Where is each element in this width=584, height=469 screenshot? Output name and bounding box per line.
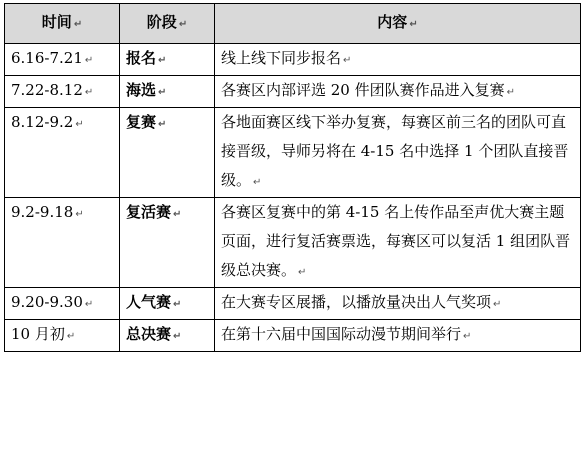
paragraph-mark-icon: ↵ [343, 55, 352, 66]
stage-text: 复活赛 [126, 203, 172, 221]
cell-stage [120, 320, 215, 352]
table-row [5, 108, 581, 198]
stage-text: 总决赛 [126, 325, 172, 343]
cell-content [215, 108, 581, 198]
paragraph-mark-icon: ↵ [178, 19, 188, 30]
stage-text: 海选 [126, 81, 157, 99]
time-text: 10 月初 [11, 325, 65, 343]
time-text: 9.20-9.30 [11, 293, 83, 311]
cell-content [215, 288, 581, 320]
time-text: 9.2-9.18 [11, 203, 74, 221]
paragraph-mark-icon: ↵ [173, 299, 182, 310]
time-text: 7.22-8.12 [11, 81, 83, 99]
cell-content [215, 320, 581, 352]
header-content [215, 4, 581, 44]
header-stage-label: 阶段 [146, 13, 177, 31]
paragraph-mark-icon: ↵ [75, 209, 84, 220]
header-time [5, 4, 120, 44]
cell-content [215, 198, 581, 288]
paragraph-mark-icon: ↵ [173, 209, 182, 220]
cell-stage [120, 288, 215, 320]
paragraph-mark-icon: ↵ [298, 267, 307, 278]
paragraph-mark-icon: ↵ [66, 331, 76, 342]
cell-time [5, 198, 120, 288]
cell-stage [120, 198, 215, 288]
paragraph-mark-icon: ↵ [84, 87, 94, 98]
paragraph-mark-icon: ↵ [158, 119, 167, 130]
content-text: 各赛区复赛中的第 4-15 名上传作品至声优大赛主题页面，进行复活赛票选，每赛区可以复活 1 组团队晋级总决赛。 [221, 203, 571, 279]
paragraph-mark-icon: ↵ [158, 55, 167, 66]
paragraph-mark-icon: ↵ [409, 19, 418, 30]
paragraph-mark-icon: ↵ [253, 177, 262, 188]
paragraph-mark-icon: ↵ [173, 331, 182, 342]
time-text: 8.12-9.2 [11, 113, 74, 131]
cell-time [5, 44, 120, 76]
cell-time [5, 108, 120, 198]
table-row [5, 198, 581, 288]
table-row [5, 44, 581, 76]
stage-text: 报名 [126, 49, 157, 67]
paragraph-mark-icon: ↵ [158, 87, 167, 98]
content-text: 各赛区内部评选 20 件团队赛作品进入复赛 [221, 81, 505, 99]
time-text: 6.16-7.21 [11, 49, 83, 67]
table-row [5, 76, 581, 108]
schedule-table [4, 3, 581, 352]
header-stage [120, 4, 215, 44]
cell-time [5, 320, 120, 352]
table-row [5, 320, 581, 352]
content-text: 在大赛专区展播，以播放量决出人气奖项 [221, 293, 492, 311]
cell-time [5, 76, 120, 108]
cell-stage [120, 44, 215, 76]
header-row [5, 4, 581, 44]
cell-time [5, 288, 120, 320]
paragraph-mark-icon: ↵ [75, 119, 84, 130]
table-row [5, 288, 581, 320]
content-text: 各地面赛区线下举办复赛，每赛区前三名的团队可直接晋级，导师另将在 4-15 名中选择 1 个团队直接晋级。 [221, 113, 569, 189]
content-text: 线上线下同步报名 [221, 49, 342, 67]
paragraph-mark-icon: ↵ [73, 19, 83, 30]
paragraph-mark-icon: ↵ [493, 299, 502, 310]
cell-content [215, 76, 581, 108]
stage-text: 人气赛 [126, 293, 172, 311]
header-time-label: 时间 [41, 13, 72, 31]
paragraph-mark-icon: ↵ [506, 87, 516, 98]
cell-content [215, 44, 581, 76]
header-content-label: 内容 [377, 13, 408, 31]
paragraph-mark-icon: ↵ [84, 55, 94, 66]
cell-stage [120, 76, 215, 108]
cell-stage [120, 108, 215, 198]
content-text: 在第十六届中国国际动漫节期间举行 [221, 325, 462, 343]
paragraph-mark-icon: ↵ [463, 331, 472, 342]
paragraph-mark-icon: ↵ [84, 299, 94, 310]
stage-text: 复赛 [126, 113, 157, 131]
